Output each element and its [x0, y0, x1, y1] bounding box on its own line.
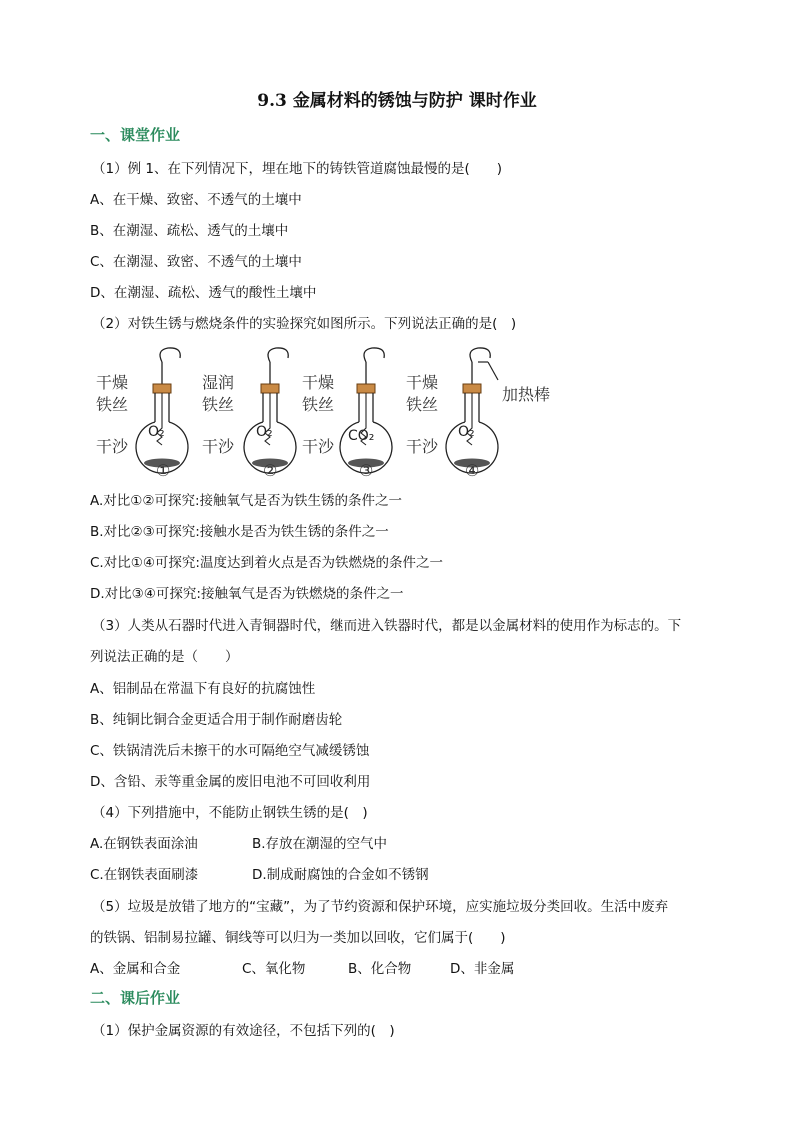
question-2-stem: （2）对铁生锈与燃烧条件的实验探究如图所示。下列说法正确的是( ): [92, 316, 517, 332]
question-5-options-row: [90, 957, 514, 977]
question-3-stem-line2: 列说法正确的是（ ）: [90, 649, 239, 665]
label-sand-1: 干沙: [96, 437, 129, 456]
question-4-options-row1: [90, 832, 387, 852]
homework-question-1-stem: （1）保护金属资源的有效途径，不包括下列的( ): [92, 1023, 395, 1039]
section-heading-classwork: 一、课堂作业: [90, 126, 181, 144]
flask-number-3: ③: [359, 461, 374, 480]
question-4-option-a: A.在钢铁表面涂油: [90, 836, 198, 852]
flask-number-1: ①: [156, 461, 171, 480]
question-5-option-d: D、非金属: [450, 961, 515, 977]
question-5-option-c: C、氧化物: [242, 961, 306, 977]
question-4-option-d: D.制成耐腐蚀的合金如不锈钢: [252, 867, 429, 883]
question-1-option-d: D、在潮湿、疏松、透气的酸性土壤中: [90, 285, 317, 301]
question-2-option-a: A.对比①②可探究:接触氧气是否为铁生锈的条件之一: [90, 493, 403, 509]
label-dry-3: 干燥: [302, 373, 335, 392]
page-title: 9.3 金属材料的锈蚀与防护 课时作业: [257, 91, 537, 111]
question-5-stem-line1: （5）垃圾是放错了地方的“宝藏”，为了节约资源和保护环境，应实施垃圾分类回收。生活中废弃: [92, 899, 669, 915]
section-heading-homework: 二、课后作业: [90, 989, 181, 1007]
question-3-option-b: B、纯铜比铜合金更适合用于制作耐磨齿轮: [90, 712, 343, 728]
question-1-option-a: A、在干燥、致密、不透气的土壤中: [90, 192, 302, 208]
question-1-option-b: B、在潮湿、疏松、透气的土壤中: [90, 223, 289, 239]
question-2-option-c: C.对比①④可探究:温度达到着火点是否为铁燃烧的条件之一: [90, 555, 443, 571]
question-3-option-c: C、铁锅清洗后未擦干的水可隔绝空气减缓锈蚀: [90, 743, 370, 759]
flask-number-2: ②: [263, 461, 278, 480]
question-4-option-b: B.存放在潮湿的空气中: [252, 836, 388, 852]
gas-label-1: O₂: [148, 424, 165, 440]
flask-diagram: [96, 340, 566, 482]
flask-number-4: ④: [465, 461, 480, 480]
gas-label-3: CO₂: [348, 428, 375, 444]
experiment-figure: [96, 340, 566, 482]
label-sand-3: 干沙: [302, 437, 335, 456]
label-wire-3: 铁丝: [302, 395, 335, 414]
question-3-option-a: A、铝制品在常温下有良好的抗腐蚀性: [90, 681, 316, 697]
label-wire-1: 铁丝: [96, 395, 129, 414]
question-5-option-a: A、金属和合金: [90, 961, 181, 977]
question-5-option-b: B、化合物: [348, 961, 412, 977]
label-wet-2: 湿润: [202, 373, 235, 392]
gas-label-4: O₂: [458, 424, 475, 440]
label-wire-4: 铁丝: [406, 395, 439, 414]
label-dry-4: 干燥: [406, 373, 439, 392]
question-4-stem: （4）下列措施中，不能防止钢铁生锈的是( ): [92, 805, 368, 821]
question-2-option-b: B.对比②③可探究:接触水是否为铁生锈的条件之一: [90, 524, 389, 540]
label-dry-1: 干燥: [96, 373, 129, 392]
question-2-option-d: D.对比③④可探究:接触氧气是否为铁燃烧的条件之一: [90, 586, 404, 602]
label-sand-2: 干沙: [202, 437, 235, 456]
question-3-option-d: D、含铅、汞等重金属的废旧电池不可回收利用: [90, 774, 371, 790]
question-5-stem-line2: 的铁锅、铝制易拉罐、铜线等可以归为一类加以回收，它们属于( ): [90, 930, 506, 946]
gas-label-2: O₂: [256, 424, 273, 440]
question-4-options-row2: [90, 863, 429, 883]
question-1-option-c: C、在潮湿、致密、不透气的土壤中: [90, 254, 302, 270]
question-4-option-c: C.在钢铁表面刷漆: [90, 867, 199, 883]
label-sand-4: 干沙: [406, 437, 439, 456]
question-3-stem-line1: （3）人类从石器时代进入青铜器时代，继而进入铁器时代，都是以金属材料的使用作为标志的。下: [92, 618, 682, 634]
label-heater: 加热棒: [502, 385, 551, 404]
label-wire-2: 铁丝: [202, 395, 235, 414]
question-1-stem: （1）例 1、在下列情况下，埋在地下的铸铁管道腐蚀最慢的是( ): [92, 161, 503, 177]
